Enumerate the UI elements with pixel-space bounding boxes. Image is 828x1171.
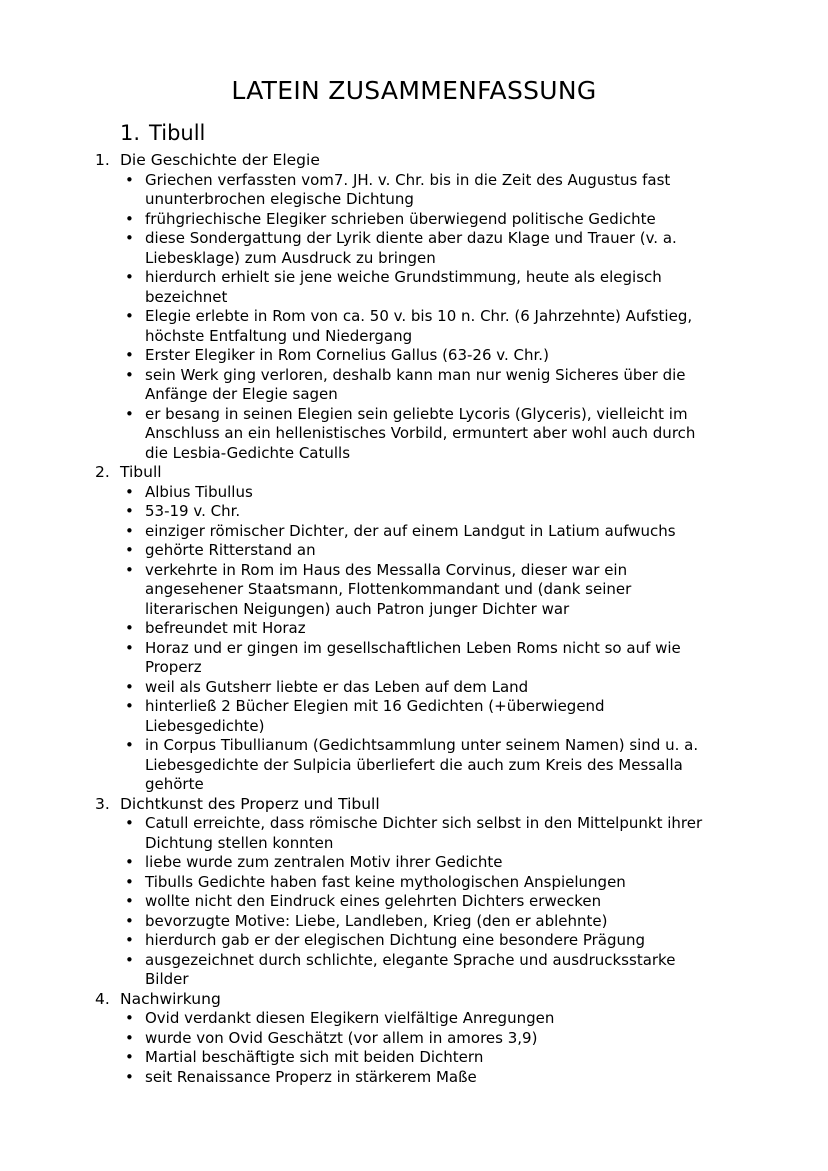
section-list	[0, 151, 828, 1087]
bullet-item: • wollte nicht den Eindruck eines gelehrten Dichters erwecken	[122, 892, 710, 912]
section	[95, 463, 828, 795]
bullet-item: • befreundet mit Horaz	[122, 619, 710, 639]
chapter-title: Tibull	[149, 121, 206, 145]
bullet-item: • verkehrte in Rom im Haus des Messalla Corvinus, dieser war ein angesehener Staatsmann, Flottenkommandant und (dank seiner literarischen Neigungen) auch Patron junger Dichter war	[122, 561, 710, 620]
bullet-item: • Horaz und er gingen im gesellschaftlichen Leben Roms nicht so auf wie Properz	[122, 639, 710, 678]
bullet-item: • gehörte Ritterstand an	[122, 541, 710, 561]
chapter-number: 1.	[120, 121, 141, 145]
bullet-item: • hierdurch gab er der elegischen Dichtung eine besondere Prägung	[122, 931, 710, 951]
bullet-item: • seit Renaissance Properz in stärkerem Maße	[122, 1068, 710, 1088]
bullet-item: • hinterließ 2 Bücher Elegien mit 16 Gedichten (+überwiegend Liebesgedichte)	[122, 697, 710, 736]
section-number: 4.	[95, 989, 110, 1008]
bullet-list	[122, 814, 710, 990]
bullet-item: • er besang in seinen Elegien sein geliebte Lycoris (Glyceris), vielleicht im Anschluss an ein hellenistisches Vorbild, ermuntert aber wohl auch durch die Lesbia-Gedichte Catulls	[122, 405, 710, 464]
bullet-item: • hierdurch erhielt sie jene weiche Grundstimmung, heute als elegisch bezeichnet	[122, 268, 710, 307]
section-title: Nachwirkung	[120, 989, 221, 1008]
bullet-item: • einziger römischer Dichter, der auf einem Landgut in Latium aufwuchs	[122, 522, 710, 542]
bullet-item: • Tibulls Gedichte haben fast keine mythologischen Anspielungen	[122, 873, 710, 893]
bullet-item: • wurde von Ovid Geschätzt (vor allem in amores 3,9)	[122, 1029, 710, 1049]
section	[95, 795, 828, 990]
section	[95, 990, 828, 1088]
document-title: LATEIN ZUSAMMENFASSUNG	[231, 76, 597, 105]
bullet-item: • bevorzugte Motive: Liebe, Landleben, Krieg (den er ablehnte)	[122, 912, 710, 932]
section-title: Tibull	[120, 463, 162, 482]
section-number: 3.	[95, 794, 110, 813]
bullet-item: • in Corpus Tibullianum (Gedichtsammlung unter seinem Namen) sind u. a. Liebesgedichte der Sulpicia überliefert die auch zum Kreis des Messalla gehörte	[122, 736, 710, 795]
bullet-item: • frühgriechische Elegiker schrieben überwiegend politische Gedichte	[122, 210, 710, 230]
bullet-item: • Martial beschäftigte sich mit beiden Dichtern	[122, 1048, 710, 1068]
section-header	[95, 463, 828, 483]
section-header	[95, 990, 828, 1010]
bullet-item: • liebe wurde zum zentralen Motiv ihrer Gedichte	[122, 853, 710, 873]
section-header	[95, 151, 828, 171]
bullet-item: • diese Sondergattung der Lyrik diente aber dazu Klage und Trauer (v. a. Liebesklage) zum Ausdruck zu bringen	[122, 229, 710, 268]
section-number: 2.	[95, 463, 110, 482]
bullet-item: • Griechen verfassten vom7. JH. v. Chr. bis in die Zeit des Augustus fast ununterbrochen elegische Dichtung	[122, 171, 710, 210]
bullet-item: • Catull erreichte, dass römische Dichter sich selbst in den Mittelpunkt ihrer Dichtung stellen konnten	[122, 814, 710, 853]
section	[95, 151, 828, 463]
bullet-item: • Ovid verdankt diesen Elegikern vielfältige Anregungen	[122, 1009, 710, 1029]
bullet-item: • Elegie erlebte in Rom von ca. 50 v. bis 10 n. Chr. (6 Jahrzehnte) Aufstieg, höchste Entfaltung und Niedergang	[122, 307, 710, 346]
bullet-list	[122, 483, 710, 795]
section-number: 1.	[95, 151, 110, 170]
bullet-item: • Albius Tibullus	[122, 483, 710, 503]
bullet-item: • ausgezeichnet durch schlichte, elegante Sprache und ausdrucksstarke Bilder	[122, 951, 710, 990]
bullet-list	[122, 171, 710, 464]
chapter-heading	[120, 121, 828, 146]
section-title: Die Geschichte der Elegie	[120, 151, 320, 170]
bullet-list	[122, 1009, 710, 1087]
bullet-item: • sein Werk ging verloren, deshalb kann man nur wenig Sicheres über die Anfänge der Elegie sagen	[122, 366, 710, 405]
bullet-item: • Erster Elegiker in Rom Cornelius Gallus (63-26 v. Chr.)	[122, 346, 710, 366]
section-title: Dichtkunst des Properz und Tibull	[120, 794, 380, 813]
section-header	[95, 795, 828, 815]
bullet-item: • weil als Gutsherr liebte er das Leben auf dem Land	[122, 678, 710, 698]
bullet-item: • 53-19 v. Chr.	[122, 502, 710, 522]
